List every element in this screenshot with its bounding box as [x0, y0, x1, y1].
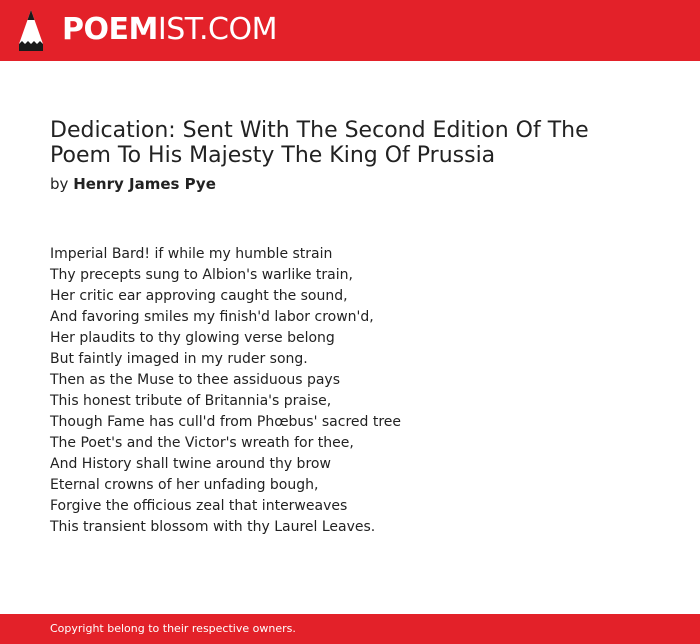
poem-line: Her plaudits to thy glowing verse belong: [50, 330, 335, 346]
byline: [50, 173, 216, 195]
copyright-text: Copyright belong to their respective owners.: [50, 622, 296, 635]
poem-line: This honest tribute of Britannia's praise,: [50, 393, 332, 409]
poem-line: Then as the Muse to thee assiduous pays: [50, 372, 341, 388]
poem-line: Though Fame has cull'd from Phœbus' sacred tree: [50, 414, 402, 430]
poem-line: And favoring smiles my finish'd labor crown'd,: [50, 309, 374, 325]
poem-line: This transient blossom with thy Laurel Leaves.: [50, 519, 376, 535]
logo-bold-text: POEM: [62, 12, 158, 47]
poem-line: But faintly imaged in my ruder song.: [50, 351, 308, 367]
site-header: [0, 0, 700, 61]
poem-line: Forgive the officious zeal that interweaves: [50, 498, 348, 514]
poem-line: And History shall twine around thy brow: [50, 456, 331, 472]
logo-light-text: IST.COM: [157, 12, 277, 47]
poem-line: Imperial Bard! if while my humble strain: [50, 246, 333, 262]
site-logo[interactable]: [62, 12, 277, 48]
by-label: by: [50, 175, 69, 193]
pencil-tip-icon: [18, 9, 44, 52]
poem-line: The Poet's and the Victor's wreath for thee,: [50, 435, 354, 451]
poem-line: Eternal crowns of her unfading bough,: [50, 477, 319, 493]
poem-line: Her critic ear approving caught the sound,: [50, 288, 348, 304]
poem-body: [50, 244, 401, 538]
author-name[interactable]: Henry James Pye: [73, 175, 216, 193]
site-footer: [0, 614, 700, 644]
poem-line: Thy precepts sung to Albion's warlike train,: [50, 267, 353, 283]
poem-title: Dedication: Sent With The Second Edition Of The Poem To His Majesty The King Of Prussia: [50, 118, 589, 168]
